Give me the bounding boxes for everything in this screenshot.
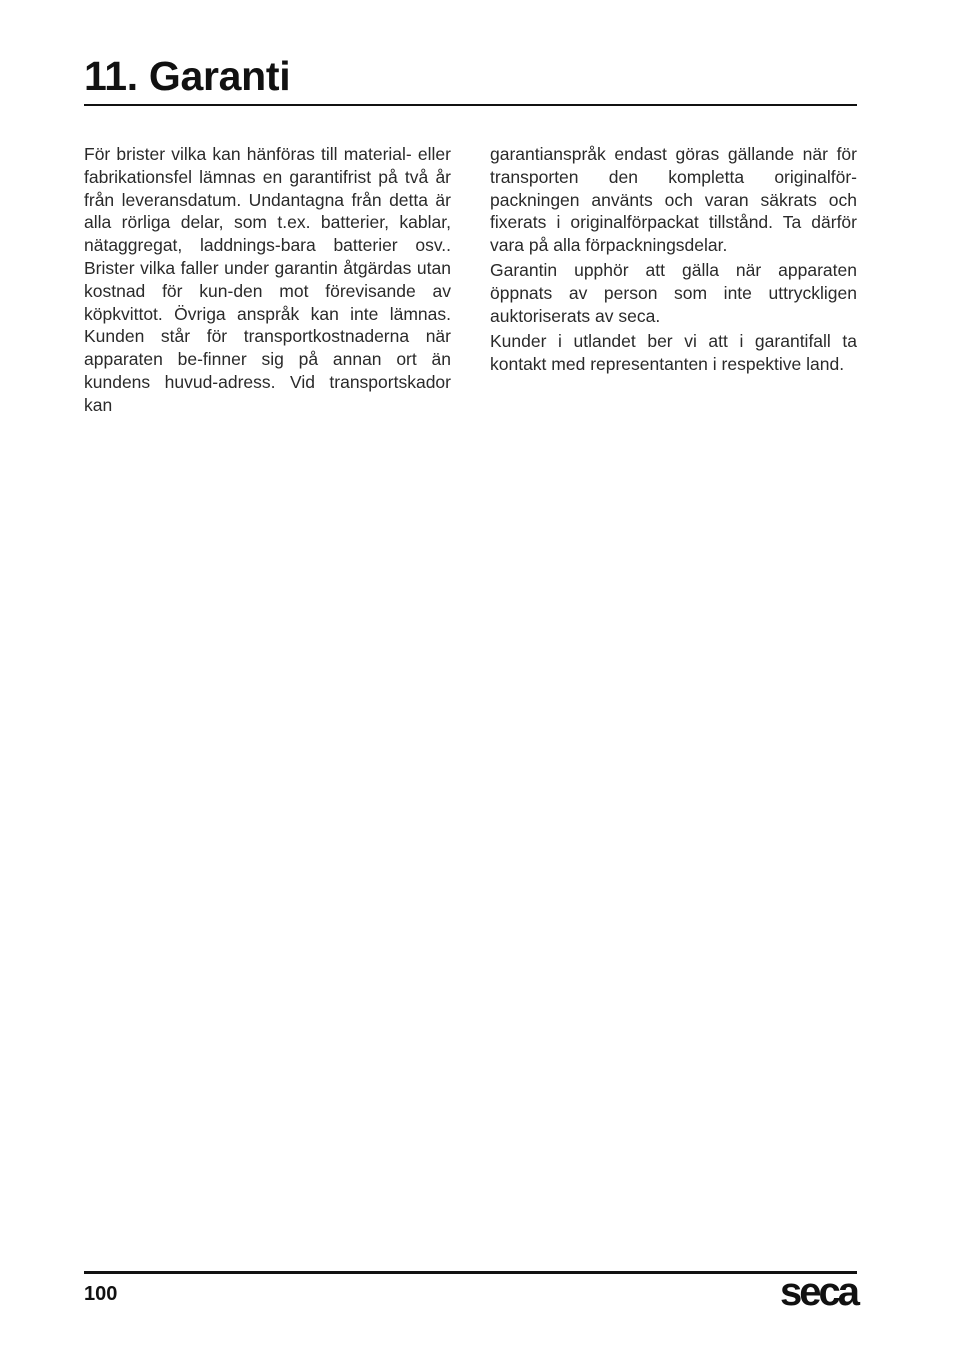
left-text-column (84, 143, 451, 419)
footer-divider (84, 1271, 857, 1274)
page-number: 100 (84, 1283, 118, 1305)
warranty-paragraph-2: garantianspråk endast göras gällande när för transporten den kompletta originalför-packningen använts och varan säkrats och fixerats i originalförpackat tillstånd. Ta därför vara på alla förpackningsdelar. (490, 144, 857, 256)
right-text-column (490, 143, 857, 378)
seca-logo: seca (780, 1270, 857, 1314)
warranty-paragraph-4: Kunder i utlandet ber vi att i garantifall ta kontakt med representanten i respektive land. (490, 331, 857, 375)
page-heading: 11. Garanti (84, 53, 291, 99)
warranty-paragraph-1: För brister vilka kan hänföras till material- eller fabrikationsfel lämnas en garantifrist på två år från leveransdatum. Undantagna från detta är alla rörliga delar, som t.ex. batterier, kablar, nätaggregat, laddnings-bara batterier osv.. Brister vilka faller under garantin åtgärdas utan kostnad för kun-den mot förevisande av köpkvittot. Övriga anspråk kan inte lämnas. Kunden står för transportkostnaderna när apparaten be-finner sig på annan ort än kundens huvud-adress. Vid transportskador kan (84, 144, 451, 415)
warranty-paragraph-3: Garantin upphör att gälla när apparaten öppnats av person som inte uttryckligen auktoriserats av seca. (490, 260, 857, 327)
heading-divider (84, 104, 857, 106)
